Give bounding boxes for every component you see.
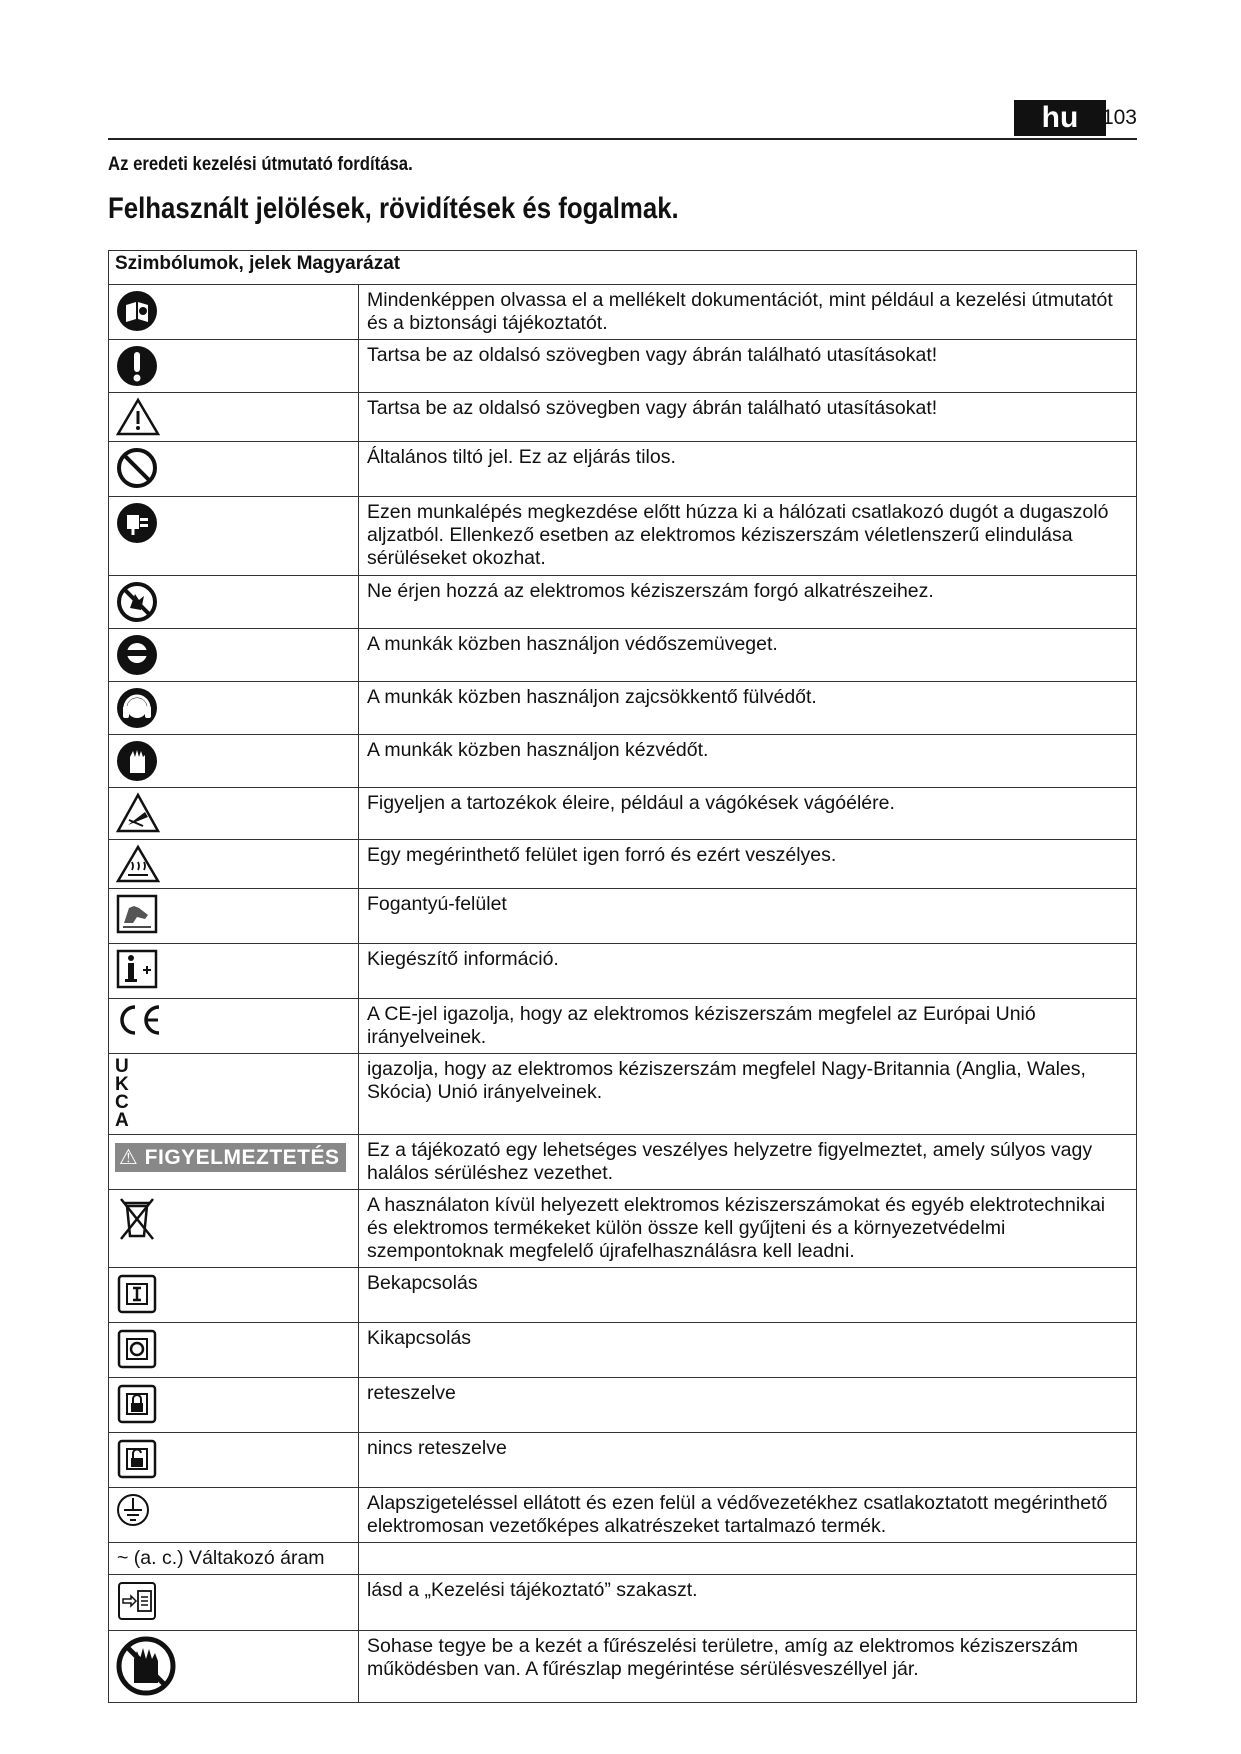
table-row: [109, 393, 1137, 442]
language-badge: hu: [1014, 100, 1106, 136]
explanation: Mindenképpen olvassa el a mellékelt dokumentációt, mint például a kezelési útmutatót és a biztonsági tájékoztatót.: [359, 285, 1137, 340]
warning-triangle-icon: [115, 397, 352, 437]
explanation: Tartsa be az oldalsó szövegben vagy ábrán található utasításokat!: [359, 393, 1137, 442]
no-touch-rotating-icon: [115, 580, 352, 624]
table-row: [109, 1543, 1137, 1575]
power-on-icon: [115, 1272, 352, 1316]
explanation: Ez a tájékozató egy lehetséges veszélyes helyzetre figyelmeztet, amely súlyos vagy halálos sérüléshez vezethet.: [359, 1135, 1137, 1190]
explanation: igazolja, hogy az elektromos kéziszerszám megfelel Nagy-Britannia (Anglia, Wales, Skócia) Unió irányelveinek.: [359, 1054, 1137, 1135]
table-row: [109, 576, 1137, 629]
weee-bin-icon: [115, 1194, 352, 1242]
power-off-icon: [115, 1327, 352, 1371]
table-row: [109, 788, 1137, 840]
table-row: [109, 840, 1137, 889]
mandatory-exclamation-icon: [115, 344, 352, 388]
table-row: [109, 340, 1137, 393]
info-plus-icon: [115, 948, 352, 990]
table-row: [109, 999, 1137, 1054]
table-row: [109, 944, 1137, 999]
table-row: [109, 442, 1137, 497]
unplug-icon: [115, 501, 352, 545]
ear-protection-icon: [115, 686, 352, 730]
explanation: Kikapcsolás: [359, 1323, 1137, 1378]
page-title: Felhasznált jelölések, rövidítések és fogalmak.: [108, 192, 679, 225]
unlocked-icon: [115, 1437, 352, 1481]
table-header-row: [109, 251, 1137, 285]
explanation: Sohase tegye be a kezét a fűrészelési területre, amíg az elektromos kéziszerszám működésben van. A fűrészlap megérintése sérülésveszéllyel jár.: [359, 1631, 1137, 1703]
explanation: A munkák közben használjon kézvédőt.: [359, 735, 1137, 788]
warning-label-text: FIGYELMEZTETÉS: [144, 1146, 340, 1169]
explanation: reteszelve: [359, 1378, 1137, 1433]
explanation: [359, 1543, 1137, 1575]
symbols-table: [108, 250, 1137, 1703]
hot-surface-warning-icon: [115, 844, 352, 884]
explanation: Kiegészítő információ.: [359, 944, 1137, 999]
table-row: [109, 497, 1137, 576]
table-row: [109, 1135, 1137, 1190]
explanation: Ezen munkalépés megkezdése előtt húzza ki a hálózati csatlakozó dugót a dugaszoló aljzatból. Ellenkező esetben az elektromos kéziszerszám véletlenszerű elindulása sérüléseket okozhat.: [359, 497, 1137, 576]
page-number: 103: [1101, 106, 1137, 129]
hand-protection-icon: [115, 739, 352, 783]
table-row: [109, 889, 1137, 944]
table-header: Szimbólumok, jelek Magyarázat: [109, 251, 1137, 285]
explanation: Egy megérinthető felület igen forró és ezért veszélyes.: [359, 840, 1137, 889]
read-manual-icon: [115, 289, 352, 333]
see-manual-section-icon: [115, 1579, 352, 1623]
table-row: [109, 1268, 1137, 1323]
table-row: [109, 1488, 1137, 1543]
ac-symbol-text: ~ (a. c.) Váltakozó áram: [109, 1543, 359, 1575]
explanation: A használaton kívül helyezett elektromos kéziszerszámokat és egyéb elektrotechnikai és elektromos termékeket külön össze kell gyűjteni és a környezetvédelmi szempontoknak megfelelő újrafelhasználásra kell leadni.: [359, 1190, 1137, 1268]
explanation: Tartsa be az oldalsó szövegben vagy ábrán található utasításokat!: [359, 340, 1137, 393]
explanation: Figyeljen a tartozékok éleire, például a vágókések vágóélére.: [359, 788, 1137, 840]
table-row: [109, 1575, 1137, 1631]
explanation: A munkák közben használjon zajcsökkentő fülvédőt.: [359, 682, 1137, 735]
protective-earth-icon: [115, 1492, 352, 1528]
table-row: [109, 1190, 1137, 1268]
table-row: [109, 285, 1137, 340]
table-row: [109, 1323, 1137, 1378]
warning-label-triangle-icon: ⚠: [119, 1146, 139, 1169]
explanation: A CE-jel igazolja, hogy az elektromos kéziszerszám megfelel az Európai Unió irányelveinek.: [359, 999, 1137, 1054]
explanation: Ne érjen hozzá az elektromos kéziszerszám forgó alkatrészeihez.: [359, 576, 1137, 629]
ukca-mark-icon: UK CA: [115, 1056, 129, 1131]
ce-mark-icon: [115, 1003, 352, 1037]
explanation: Fogantyú-felület: [359, 889, 1137, 944]
table-row: [109, 682, 1137, 735]
subtitle: Az eredeti kezelési útmutató fordítása.: [108, 154, 413, 175]
table-row: [109, 735, 1137, 788]
explanation: A munkák közben használjon védőszemüveget.: [359, 629, 1137, 682]
warning-label-icon: [115, 1143, 346, 1172]
prohibition-icon: [115, 446, 352, 490]
locked-icon: [115, 1382, 352, 1426]
table-row: [109, 1433, 1137, 1488]
explanation: Alapszigeteléssel ellátott és ezen felül a védővezetékhez csatlakoztatott megérinthető elektromosan vezetőképes alkatrészeket tartalmazó termék.: [359, 1488, 1137, 1543]
table-row: [109, 629, 1137, 682]
page-header: [108, 100, 1137, 140]
eye-protection-icon: [115, 633, 352, 677]
explanation: nincs reteszelve: [359, 1433, 1137, 1488]
grip-surface-icon: [115, 893, 352, 935]
sharp-edge-warning-icon: [115, 792, 352, 834]
table-row: [109, 1378, 1137, 1433]
explanation: lásd a „Kezelési tájékoztató” szakaszt.: [359, 1575, 1137, 1631]
explanation: Bekapcsolás: [359, 1268, 1137, 1323]
explanation: Általános tiltó jel. Ez az eljárás tilos.: [359, 442, 1137, 497]
no-hand-saw-area-icon: [115, 1635, 352, 1697]
table-row: [109, 1631, 1137, 1703]
table-row: [109, 1054, 1137, 1135]
